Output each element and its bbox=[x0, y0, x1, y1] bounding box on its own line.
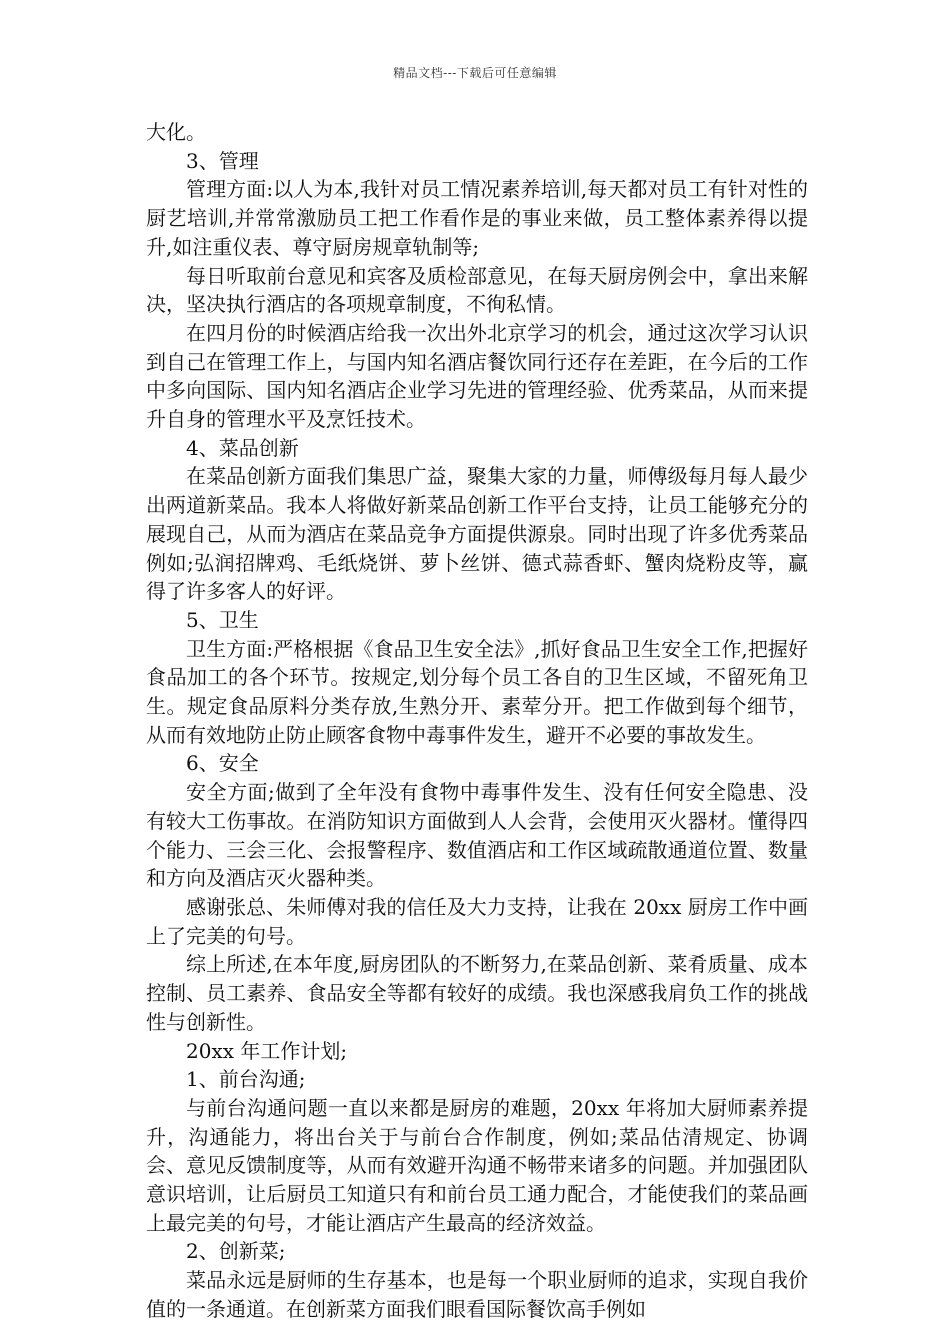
paragraph: 安全方面;做到了全年没有食物中毒事件发生、没有任何安全隐患、没有较大工伤事故。在消防知识方面做到人人会背，会使用灭火器材。懂得四个能力、三会三化、会报警程序、数值酒店和工作区域疏散通道位置、数量和方向及酒店灭火器种类。 bbox=[146, 780, 808, 891]
paragraph: 卫生方面:严格根据《食品卫生安全法》,抓好食品卫生安全工作,把握好食品加工的各个环节。按规定,划分每个员工各自的卫生区域，不留死角卫生。规定食品原料分类存放,生熟分开、素荤分开。把工作做到每个细节，从而有效地防止防止顾客食物中毒事件发生，避开不必要的事故发生。 bbox=[146, 636, 808, 747]
paragraph: 与前台沟通问题一直以来都是厨房的难题，20xx 年将加大厨师素养提升，沟通能力，将出台关于与前台合作制度，例如;菜品估清规定、协调会、意见反馈制度等，从而有效避开沟通不畅带来诸多的问题。并加强团队意识培训，让后厨员工知道只有和前台员工通力配合，才能使我们的菜品画上最完美的句号，才能让酒店产生最高的经济效益。 bbox=[146, 1095, 808, 1235]
paragraph: 在菜品创新方面我们集思广益，聚集大家的力量，师傅级每月每人最少出两道新菜品。我本人将做好新菜品创新工作平台支持，让员工能够充分的展现自己，从而为酒店在菜品竞争方面提供源泉。同时出现了许多优秀菜品例如;弘润招牌鸡、毛纸烧饼、萝卜丝饼、德式蒜香虾、蟹肉烧粉皮等，赢得了许多客人的好评。 bbox=[146, 464, 808, 604]
paragraph-continuation: 大化。 bbox=[146, 120, 206, 144]
paragraph: 在四月份的时候酒店给我一次出外北京学习的机会，通过这次学习认识到自己在管理工作上，与国内知名酒店餐饮同行还存在差距，在今后的工作中多向国际、国内知名酒店企业学习先进的管理经验、优秀菜品，从而来提升自身的管理水平及烹饪技术。 bbox=[146, 320, 808, 432]
section-heading-front-desk: 1、前台沟通; bbox=[186, 1067, 306, 1092]
section-heading-management: 3、管理 bbox=[186, 148, 259, 173]
paragraph: 综上所述,在本年度,厨房团队的不断努力,在菜品创新、菜肴质量、成本控制、员工素养、食品安全等都有较好的成绩。我也深感我肩负工作的挑战性与创新性。 bbox=[146, 952, 808, 1034]
paragraph: 管理方面:以人为本,我针对员工情况素养培训,每天都对员工有针对性的厨艺培训,并常常激励员工把工作看作是的事业来做，员工整体素养得以提升,如注重仪表、尊守厨房规章轨制等; bbox=[146, 177, 808, 259]
section-heading-work-plan: 20xx 年工作计划; bbox=[186, 1038, 348, 1063]
paragraph: 菜品永远是厨师的生存基本，也是每一个职业厨师的追求，实现自我价值的一条通道。在创新菜方面我们眼看国际餐饮高手例如 bbox=[146, 1268, 808, 1321]
document-body bbox=[146, 118, 808, 1324]
paragraph: 每日听取前台意见和宾客及质检部意见，在每天厨房例会中，拿出来解决，坚决执行酒店的各项规章制度，不徇私情。 bbox=[146, 263, 808, 317]
section-heading-new-dishes: 2、创新菜; bbox=[186, 1239, 286, 1264]
section-heading-safety: 6、安全 bbox=[186, 751, 259, 776]
section-heading-hygiene: 5、卫生 bbox=[186, 607, 259, 632]
paragraph: 感谢张总、朱师傅对我的信任及大力支持，让我在 20xx 厨房工作中画上了完美的句号。 bbox=[146, 894, 808, 948]
page-header: 精品文档---下载后可任意编辑 bbox=[393, 66, 557, 80]
section-heading-dish-innovation: 4、菜品创新 bbox=[186, 435, 299, 460]
